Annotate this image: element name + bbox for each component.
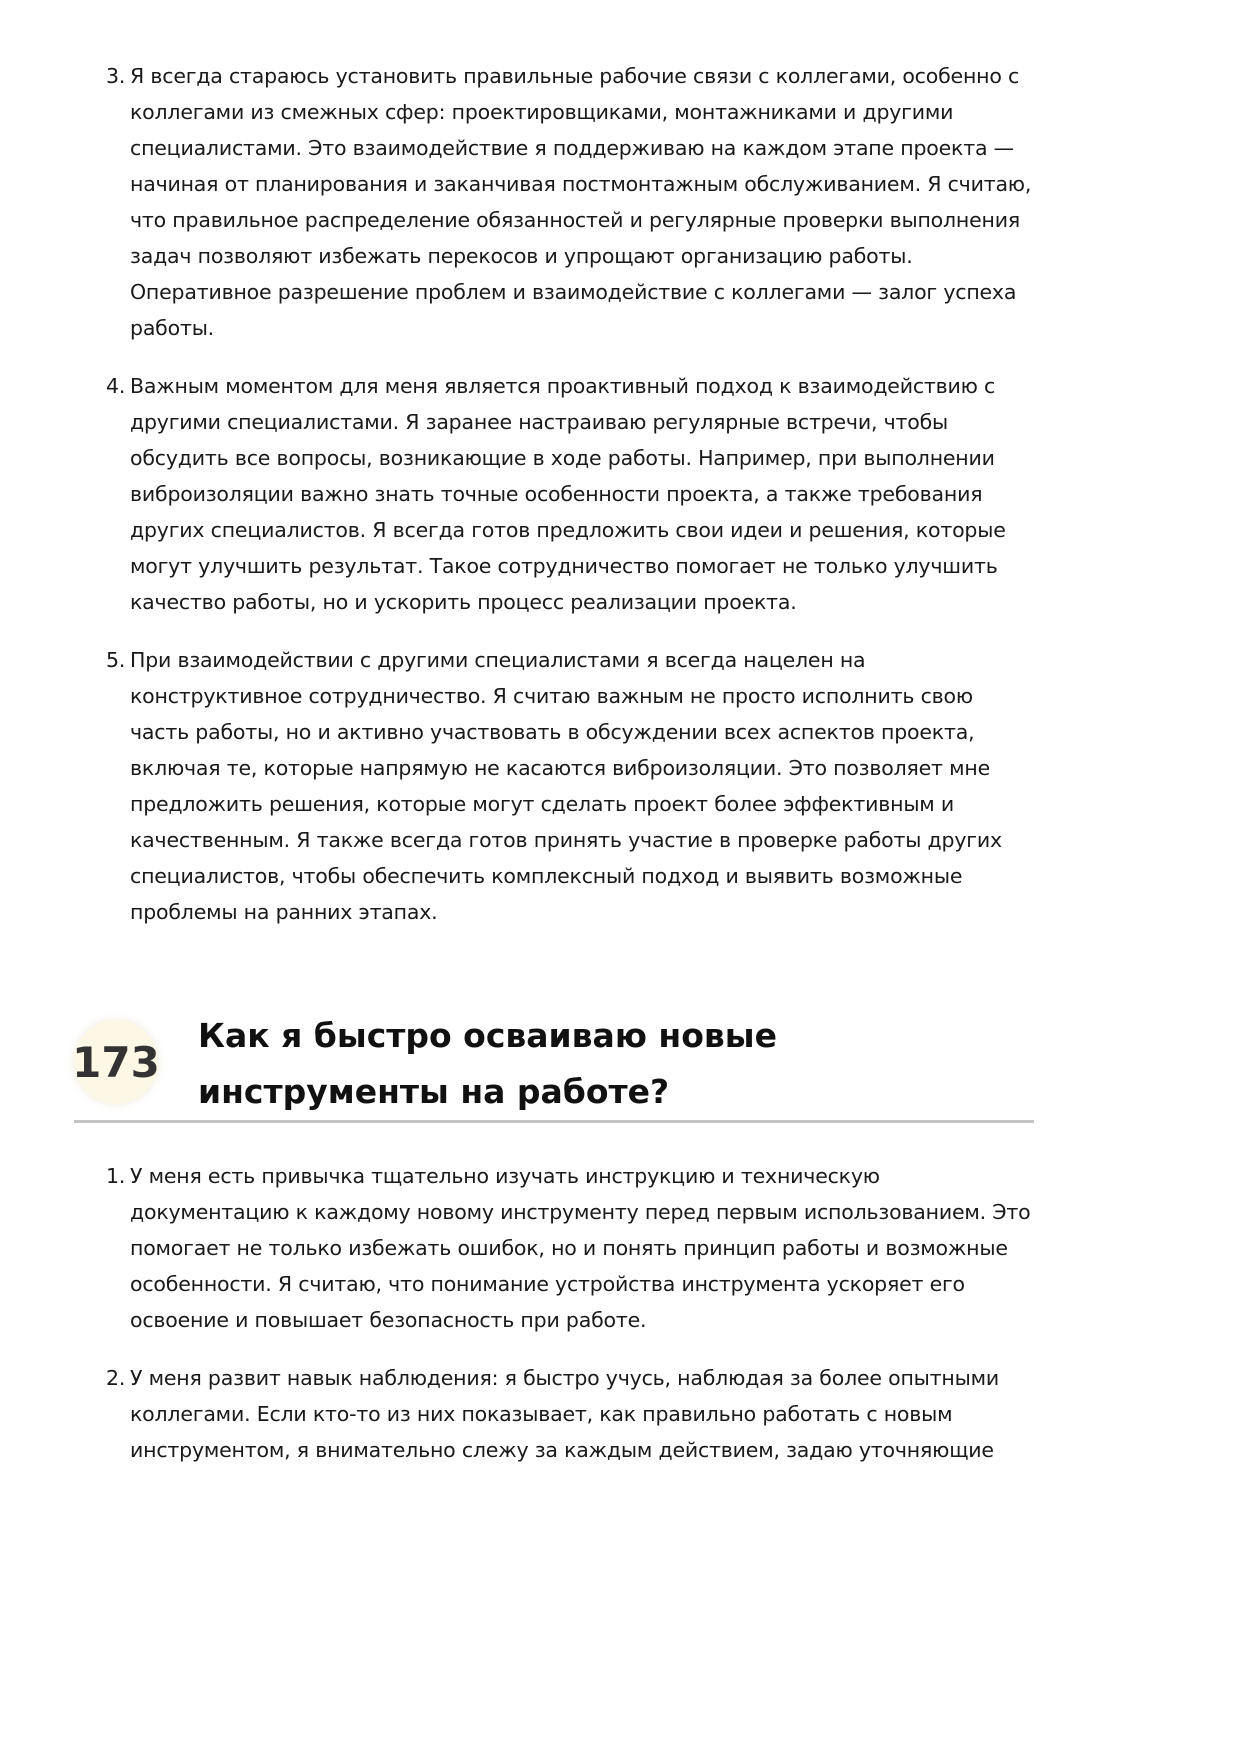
item-text: У меня развит навык наблюдения: я быстро учусь, наблюдая за более опытными коллегами. Если кто-то из них показывает, как правильно работать с новым инструментом, я внимательно слежу за каждым действием, задаю уточняющие <box>130 1366 999 1462</box>
item-text: У меня есть привычка тщательно изучать инструкцию и техническую документацию к каждому новому инструменту перед первым использованием. Это помогает не только избежать ошибок, но и понять принцип работы и возможные особенности. Я считаю, что понимание устройства инструмента ускоряет его освоение и повышает безопасность при работе. <box>130 1164 1031 1332</box>
list-item <box>106 1158 1035 1338</box>
answer-list <box>106 1158 1035 1490</box>
list-item <box>106 58 1035 346</box>
item-text: Я всегда стараюсь установить правильные рабочие связи с коллегами, особенно с коллегами из смежных сфер: проектировщиками, монтажниками и другими специалистами. Это взаимодействие я поддерживаю на каждом этапе проекта — начиная от планирования и заканчивая постмонтажным обслуживанием. Я считаю, что правильное распределение обязанностей и регулярные проверки выполнения задач позволяют избежать перекосов и упрощают организацию работы. Оперативное разрешение проблем и взаимодействие с коллегами — залог успеха работы. <box>130 64 1032 340</box>
item-number: 1. <box>106 1164 126 1188</box>
list-item <box>106 642 1035 930</box>
item-text: Важным моментом для меня является проактивный подход к взаимодействию с другими специалистами. Я заранее настраиваю регулярные встречи, чтобы обсудить все вопросы, возникающие в ходе работы. Например, при выполнении виброизоляции важно знать точные особенности проекта, а также требования других специалистов. Я всегда готов предложить свои идеи и решения, которые могут улучшить результат. Такое сотрудничество помогает не только улучшить качество работы, но и ускорить процесс реализации проекта. <box>130 374 1006 614</box>
section-title: Как я быстро осваиваю новые инструменты на работе? <box>198 1016 777 1111</box>
item-number: 3. <box>106 64 126 88</box>
section-number-badge: 173 <box>74 1020 158 1104</box>
list-item <box>106 368 1035 620</box>
item-text: При взаимодействии с другими специалистами я всегда нацелен на конструктивное сотрудничество. Я считаю важным не просто исполнить свою часть работы, но и активно участвовать в обсуждении всех аспектов проекта, включая те, которые напрямую не касаются виброизоляции. Это позволяет мне предложить решения, которые могут сделать проект более эффективным и качественным. Я также всегда готов принять участие в проверке работы других специалистов, чтобы обеспечить комплексный подход и выявить возможные проблемы на ранних этапах. <box>130 648 1002 924</box>
section-divider <box>74 1120 1034 1123</box>
item-number: 4. <box>106 374 126 398</box>
item-number: 2. <box>106 1366 126 1390</box>
list-item <box>106 1360 1035 1468</box>
answer-list-continued <box>106 58 1035 952</box>
item-number: 5. <box>106 648 126 672</box>
